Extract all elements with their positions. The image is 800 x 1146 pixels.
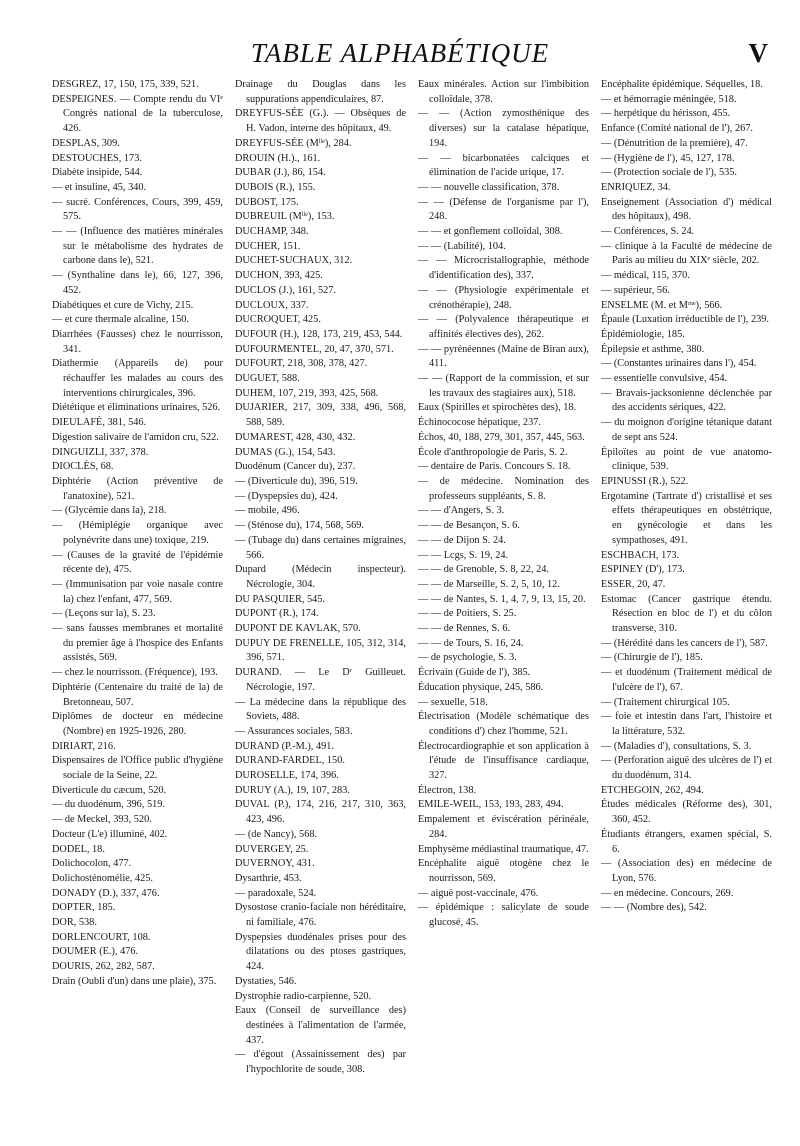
index-entry: Dupard (Médecin inspecteur). Nécrologie, 304.: [235, 564, 406, 590]
index-entry: — (Sténose du), 174, 568, 569.: [235, 520, 364, 532]
index-entry: ETCHEGOIN, 262, 494.: [601, 784, 704, 796]
index-entry: — (Chirurgie de l'), 185.: [601, 652, 703, 664]
index-entry: Électrisation (Modèle schématique des conditions d') chez l'homme, 521.: [418, 711, 589, 737]
index-entry: Diverticule du cæcum, 520.: [52, 784, 167, 796]
index-entry: Encéphalite épidémique. Séquelles, 18.: [601, 79, 763, 90]
index-entry: — — de Tours, S. 16, 24.: [418, 637, 524, 649]
index-entry: DURAND-FARDEL, 150.: [235, 755, 345, 767]
index-entry: — — (Action zymosthénique des diverses) sur la catalase hépatique, 194.: [418, 108, 589, 149]
index-entry: DUVERNOY, 431.: [235, 858, 315, 870]
index-entry: Enseignement (Association d') médical des hôpitaux), 498.: [601, 196, 772, 223]
index-entry: — essentielle convulsive, 454.: [601, 373, 728, 385]
index-entry: — (Protection sociale de l'), 535.: [601, 167, 737, 179]
index-entry: — — (Influence des matières minérales sur le métabolisme des hydrates de carbone dans le), 521.: [52, 226, 223, 267]
index-entry: — — (Défense de l'organisme par l'), 248.: [418, 196, 589, 223]
index-entry: — mobile, 496.: [235, 505, 300, 517]
index-entry: DOR, 538.: [52, 917, 97, 929]
index-entry: — de Meckel, 393, 520.: [52, 814, 152, 826]
index-entry: Diabétiques et cure de Vichy, 215.: [52, 299, 194, 311]
index-entry: ESCHBACH, 173.: [601, 549, 680, 561]
index-entry: DUCLOUX, 337.: [235, 299, 309, 311]
index-entry: DREYFUS-SÉE (G.). — Obsèques de H. Vadon, interne des hôpitaux, 49.: [235, 108, 406, 135]
index-entry: Diarrhées (Fausses) chez le nourrisson, 341.: [52, 328, 223, 355]
index-entry: — (Leçons sur la), S. 23.: [52, 608, 156, 620]
index-entry: DUPONT (R.), 174.: [235, 608, 319, 620]
index-entry: — — bicarbonatées calciques et élimination de l'acide urique, 17.: [418, 152, 589, 179]
index-entry: DUHEM, 107, 219, 393, 425, 568.: [235, 387, 379, 399]
index-entry: Diététique et éliminations urinaires, 526.: [52, 402, 221, 414]
index-entry: — Conférences, S. 24.: [601, 226, 695, 238]
index-entry: — de médecine. Nomination des professeurs suppléants, S. 8.: [418, 475, 589, 502]
index-entry: DROUIN (H.)., 161.: [235, 152, 321, 164]
index-entry: Échinococose hépatique, 237.: [418, 417, 541, 429]
index-entry: Digestion salivaire de l'amidon cru, 522.: [52, 431, 219, 443]
index-entry: Éducation physique, 245, 586.: [418, 681, 544, 693]
index-entry: DUJARIER, 217, 309, 338, 496, 568, 588, 589.: [235, 402, 406, 429]
index-entry: — (Dénutrition de la première), 47.: [601, 137, 748, 149]
index-entry: — (Constantes urinaires dans l'), 454.: [601, 358, 757, 370]
index-entry: — chez le nourrisson. (Fréquence), 193.: [52, 667, 218, 679]
index-entry: Études médicales (Réforme des), 301, 360, 452.: [601, 799, 772, 826]
index-entry: — (Maladies d'), consultations, S. 3.: [601, 740, 752, 752]
index-entry: — épidémique : salicylate de soude glucosé, 45.: [418, 902, 589, 929]
index-entry: DUCROQUET, 425.: [235, 314, 321, 326]
index-entry: ESPINEY (D'), 173.: [601, 564, 685, 576]
index-entry: Empalement et éviscération périnéale, 284.: [418, 814, 589, 840]
index-entry: Échos, 40, 188, 279, 301, 357, 445, 563.: [418, 431, 585, 443]
index-entry: DUFOURT, 218, 308, 378, 427.: [235, 358, 368, 370]
index-entry: DUBAR (J.), 86, 154.: [235, 167, 326, 179]
index-entry: — Assurances sociales, 583.: [235, 725, 353, 737]
index-entry: — et cure thermale alcaline, 150.: [52, 314, 189, 326]
index-entry: — et insuline, 45, 340.: [52, 181, 147, 193]
index-entry: — — de Rennes, S. 6.: [418, 623, 511, 635]
index-entry: — La médecine dans la république des Soviets, 488.: [235, 696, 406, 723]
index-entry: — — de Grenoble, S. 8, 22, 24.: [418, 564, 549, 576]
index-entry: Écrivain (Guide de l'), 385.: [418, 667, 531, 679]
index-entry: — — (Polyvalence thérapeutique et affinités électives des), 262.: [418, 314, 589, 340]
index-entry: DESPEIGNES. — Compte rendu du VIᵉ Congrès national de la tuberculose, 426.: [52, 93, 223, 135]
index-column-1: [52, 78, 223, 1138]
index-entry: — (Glycémie dans la), 218.: [52, 505, 167, 517]
index-entry: DUFOUR (H.), 128, 173, 219, 453, 544.: [235, 328, 403, 340]
index-entry: DONADY (D.), 337, 476.: [52, 887, 160, 899]
index-column-4: [601, 78, 772, 1138]
index-entry: — — (Physiologie expérimentale et crénothérapie), 248.: [418, 284, 589, 311]
index-entry: École d'anthropologie de Paris, S. 2.: [418, 446, 568, 458]
index-column-2: [235, 78, 406, 1138]
index-entry: DREYFUS-SÉE (Mˡˡᵉ), 284.: [235, 137, 352, 149]
index-entry: Encéphalite aiguë otogène chez le nourrisson, 569.: [418, 858, 589, 884]
index-entry: — sucré. Conférences, Cours, 399, 459, 575.: [52, 196, 223, 223]
index-entry: — paradoxale, 524.: [235, 887, 317, 899]
index-entry: ENRIQUEZ, 34.: [601, 181, 671, 193]
index-entry: — aiguë post-vaccinale, 476.: [418, 887, 539, 899]
index-entry: DESPLAS, 309.: [52, 137, 120, 149]
index-entry: Eaux (Conseil de surveillance des) destinées à l'alimentation de l'armée, 437.: [235, 1005, 406, 1046]
index-entry: — (Hérédité dans les cancers de l'), 587.: [601, 637, 768, 649]
index-entry: DOUMER (E.), 476.: [52, 946, 139, 958]
index-entry: — — (Rapport de la commission, et sur les travaux des stagiaires aux), 518.: [418, 373, 589, 399]
index-entry: DESTOUCHES, 173.: [52, 152, 142, 164]
index-entry: EMILE-WEIL, 153, 193, 283, 494.: [418, 799, 564, 811]
index-entry: — médical, 115, 370.: [601, 270, 690, 282]
index-entry: Drainage du Douglas dans les suppurations appendiculaires, 87.: [235, 79, 406, 105]
index-entry: DUROSELLE, 174, 396.: [235, 770, 339, 782]
index-entry: ENSELME (M. et Mᵐᵉ), 566.: [601, 299, 723, 311]
index-entry: DINGUIZLI, 337, 378.: [52, 446, 149, 458]
index-entry: — — (Labilité), 104.: [418, 240, 506, 252]
index-entry: — foie et intestin dans l'art, l'histoire et la littérature, 532.: [601, 711, 772, 737]
index-entry: Épaule (Luxation irréductible de l'), 239.: [601, 314, 769, 326]
index-entry: Dyspepsies duodénales prises pour des dilatations ou des ptoses gastriques, 424.: [235, 931, 406, 973]
index-entry: — clinique à la Faculté de médecine de Paris au milieu du XIXᵉ siècle, 202.: [601, 240, 772, 267]
index-entry: DUCHON, 393, 425.: [235, 270, 323, 282]
index-entry: Épiloïtes au point de vue anatomo-clinique, 539.: [601, 446, 772, 473]
index-entry: — (Traitement chirurgical 105.: [601, 696, 730, 708]
index-entry: Épidémiologie, 185.: [601, 328, 685, 340]
index-entry: — — de Poitiers, S. 25.: [418, 608, 517, 620]
page-number: V: [748, 38, 768, 68]
index-entry: Dystaties, 546.: [235, 975, 297, 987]
index-entry: — — de Marseille, S. 2, 5, 10, 12.: [418, 578, 560, 590]
index-entry: Drain (Oubli d'un) dans une plaie), 375.: [52, 975, 217, 987]
index-entry: — (Association des) en médecine de Lyon, 576.: [601, 858, 772, 884]
index-entry: Dystrophie radio-carpienne, 520.: [235, 990, 372, 1002]
index-entry: Duodénum (Cancer du), 237.: [235, 461, 356, 473]
index-entry: DUCHER, 151.: [235, 240, 301, 252]
page-title: TABLE ALPHABÉTIQUE: [250, 38, 550, 68]
index-entry: — — Microcristallographie, méthode d'identification des), 337.: [418, 255, 589, 282]
index-entry: DUBOIS (R.), 155.: [235, 181, 316, 193]
index-entry: DURAND. — Le Dʳ Guilleuet. Nécrologie, 197.: [235, 667, 406, 693]
index-entry: — et duodénum (Traitement médical de l'ulcère de l'), 67.: [601, 667, 772, 693]
index-entry: DORLENCOURT, 108.: [52, 931, 151, 943]
index-entry: Dolichosténomélie, 425.: [52, 872, 153, 884]
index-entry: Diplômes de docteur en médecine (Nombre) en 1925-1926, 280.: [52, 711, 223, 737]
index-entry: DUCHAMP, 348.: [235, 226, 309, 238]
index-entry: Docteur (L'e) illuminé, 402.: [52, 828, 168, 840]
index-entry: DUCLOS (J.), 161, 527.: [235, 284, 336, 296]
index-entry: — — de Nantes, S. 1, 4, 7, 9, 13, 15, 20.: [418, 593, 586, 605]
index-entry: Étudiants étrangers, examen spécial, S. 6.: [601, 828, 772, 855]
index-entry: — dentaire de Paris. Concours S. 18.: [418, 461, 571, 473]
index-entry: Diphtérie (Centenaire du traité de la) de Bretonneau, 507.: [52, 681, 223, 708]
index-columns: [52, 78, 772, 1138]
index-entry: DUBREUIL (Mˡˡᵉ), 153.: [235, 211, 335, 223]
index-entry: DIRIART, 216.: [52, 740, 116, 752]
index-entry: — (de Nancy), 568.: [235, 828, 318, 840]
index-entry: — (Perforation aiguë des ulcères de l') et du duodénum, 314.: [601, 755, 772, 782]
index-entry: — supérieur, 56.: [601, 284, 670, 296]
index-entry: DIEULAFÉ, 381, 546.: [52, 417, 147, 429]
index-entry: — — de Dijon S. 24.: [418, 534, 506, 546]
index-entry: DUMAREST, 428, 430, 432.: [235, 431, 356, 443]
index-entry: — et hémorragie méningée, 518.: [601, 93, 737, 105]
index-entry: Diathermie (Appareils de) pour réchauffer les malades au cours des interventions chirurgicales, 396.: [52, 358, 223, 399]
index-entry: DOURIS, 262, 282, 587.: [52, 961, 155, 973]
index-entry: Électron, 138.: [418, 784, 477, 796]
index-entry: DUFOURMENTEL, 20, 47, 370, 571.: [235, 343, 394, 355]
index-entry: Épilepsie et asthme, 380.: [601, 343, 705, 355]
index-entry: Dispensaires de l'Office public d'hygiène sociale de la Seine, 22.: [52, 755, 223, 782]
index-entry: DUCHET-SUCHAUX, 312.: [235, 255, 353, 267]
index-entry: — (Tubage du) dans certaines migraines, 566.: [235, 534, 406, 561]
index-entry: — — et gonflement colloïdal, 308.: [418, 226, 563, 238]
index-entry: Électrocardiographie et son application à l'étude de l'insuffisance cardiaque, 327.: [418, 740, 589, 782]
index-entry: — du duodénum, 396, 519.: [52, 799, 165, 811]
index-entry: DUGUET, 588.: [235, 373, 300, 385]
index-entry: — (Immunisation par voie nasale contre la) chez l'enfant, 477, 569.: [52, 578, 223, 605]
index-entry: DUPONT DE KAVLAK, 570.: [235, 623, 361, 635]
index-entry: — herpétique du hérisson, 455.: [601, 108, 731, 120]
index-entry: — (Hémiplégie organique avec polynévrite dans une) toxique, 219.: [52, 520, 223, 546]
index-entry: — — de Besançon, S. 6.: [418, 520, 520, 532]
index-entry: — (Diverticule du), 396, 519.: [235, 475, 358, 487]
index-entry: DUMAS (G.), 154, 543.: [235, 446, 336, 458]
index-entry: Diabète insipide, 544.: [52, 167, 143, 179]
index-entry: Dysostose cranio-faciale non héréditaire, ni familiale, 476.: [235, 902, 406, 929]
index-entry: DUBOST, 175.: [235, 196, 299, 208]
index-entry: — (Hygiène de l'), 45, 127, 178.: [601, 152, 735, 164]
index-entry: — — nouvelle classification, 378.: [418, 181, 560, 193]
index-entry: ESSER, 20, 47.: [601, 578, 666, 590]
index-entry: — en médecine. Concours, 269.: [601, 887, 734, 899]
index-entry: DUPUY DE FRENELLE, 105, 312, 314, 396, 571.: [235, 637, 406, 664]
index-entry: Emphysème médiastinal traumatique, 47.: [418, 843, 589, 855]
index-entry: — (Dyspepsies du), 424.: [235, 490, 338, 502]
index-entry: — d'égout (Assainissement des) par l'hypochlorite de soude, 308.: [235, 1049, 406, 1076]
index-entry: DURUY (A.), 19, 107, 283.: [235, 784, 350, 796]
index-entry: — sexuelle, 518.: [418, 696, 488, 708]
index-entry: — Bravais-jacksonienne déclenchée par des accidents sériques, 422.: [601, 387, 772, 414]
index-entry: — — d'Angers, S. 3.: [418, 505, 505, 517]
index-entry: DUVERGEY, 25.: [235, 843, 309, 855]
index-entry: — (Causes de la gravité de l'épidémie récente de), 475.: [52, 549, 223, 576]
index-entry: — sans fausses membranes et mortalité du premier âge à l'hospice des Enfants assistés, 569.: [52, 623, 223, 664]
index-entry: — — Lcgs, S. 19, 24.: [418, 549, 509, 561]
index-entry: — du moignon d'origine tétanique datant de sept ans 524.: [601, 417, 772, 443]
index-entry: EPINUSSI (R.), 522.: [601, 475, 689, 487]
index-entry: DURAND (P.-M.), 491.: [235, 740, 334, 752]
index-entry: DOPTER, 185.: [52, 902, 116, 914]
index-entry: DESGREZ, 17, 150, 175, 339, 521.: [52, 79, 199, 90]
index-entry: DUVAL (P.), 174, 216, 217, 310, 363, 423, 496.: [235, 799, 406, 826]
index-entry: — de psychologie, S. 3.: [418, 652, 517, 664]
index-entry: Estomac (Cancer gastrique étendu. Résection en bloc de l') et du côlon transverse, 310.: [601, 593, 772, 635]
index-entry: DODEL, 18.: [52, 843, 105, 855]
index-entry: Dysarthrie, 453.: [235, 872, 302, 884]
index-entry: — — (Nombre des), 542.: [601, 902, 707, 914]
index-entry: Eaux (Spirilles et spirochètes des), 18.: [418, 402, 577, 414]
index-entry: Enfance (Comité national de l'), 267.: [601, 123, 753, 135]
index-entry: Ergotamine (Tartrate d') cristallisé et ses effets thérapeutiques en obstétrique, en gynécologie et dans les sympathoses, 491.: [601, 490, 772, 546]
index-entry: DIOCLÈS, 68.: [52, 461, 114, 473]
index-entry: — (Synthaline dans le), 66, 127, 396, 452.: [52, 270, 223, 296]
index-entry: — — pyrénéennes (Maine de Biran aux), 411.: [418, 343, 589, 370]
index-entry: DU PASQUIER, 545.: [235, 593, 326, 605]
index-entry: Diphtérie (Action préventive de l'anatoxine), 521.: [52, 475, 223, 502]
index-entry: Eaux minérales. Action sur l'imbibition colloïdale, 378.: [418, 79, 589, 105]
index-column-3: [418, 78, 589, 1138]
index-entry: Dolichocolon, 477.: [52, 858, 132, 870]
